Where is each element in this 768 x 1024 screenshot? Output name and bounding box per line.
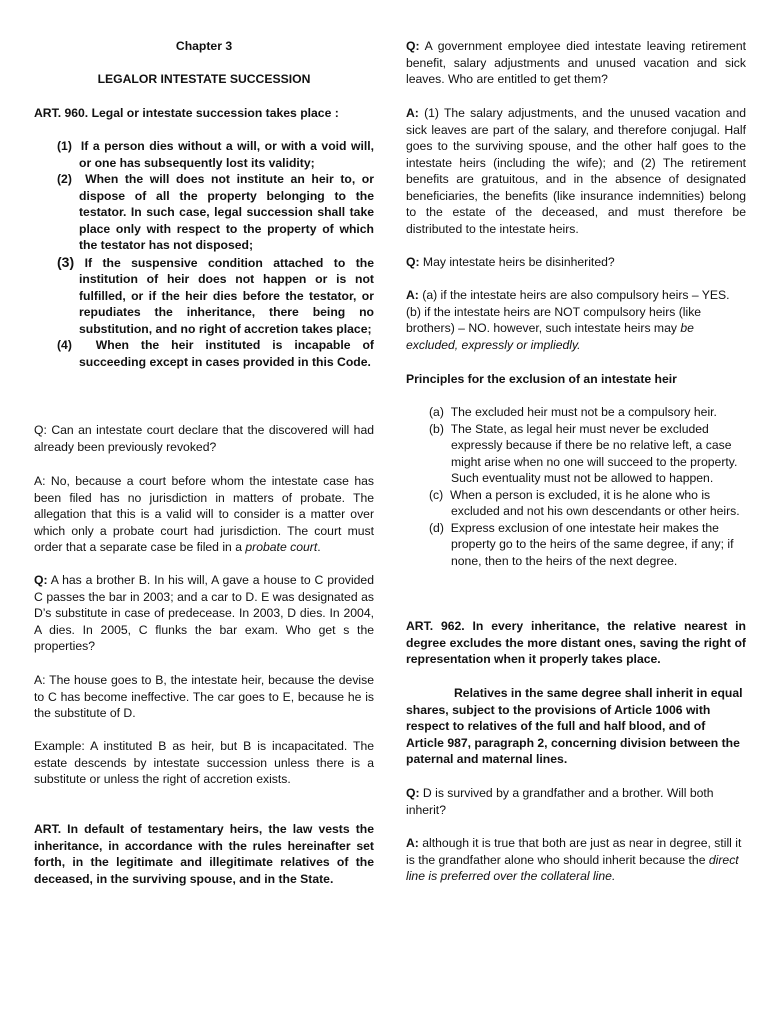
example: Example: A instituted B as heir, but B is incapacitated. The estate descends by intestate succession unless there is a substitute or unless the right of accretion exists. — [34, 739, 374, 786]
principle-item: (d) Express exclusion of one intestate heir makes the property go to the heirs of the same degree, if any; if none, then to the heirs of the next degree. — [429, 520, 734, 568]
chapter-title: LEGALOR INTESTATE SUCCESSION — [97, 72, 311, 86]
art960-item: (4) When the heir instituted is incapable of succeeding except in cases provided in this Code. — [57, 338, 374, 369]
chapter-label: Chapter 3 — [175, 39, 233, 53]
principle-item: (c) When a person is excluded, it is he alone who is excluded and not his own descendants or other heirs. — [429, 487, 740, 518]
question-4: Q: May intestate heirs be disinherited? — [406, 255, 615, 269]
principle-item: (b) The State, as legal heir must never be excluded expressly because if there be no relative left, a case might arise when no one will succeed to the property. Such eventuality must not be allowed to happen. — [429, 421, 738, 485]
question-3: Q: A government employee died intestate leaving retirement benefit, salary adjustments and unused vacation and sick leaves. Who are entitled to get them? — [406, 39, 746, 86]
question-2: Q: A has a brother B. In his will, A gave a house to C provided C passes the bar in 2003; and a car to D. E was designated as D’s substitute in case of predecease. In 2003, D dies. In 2004, A dies. In 2005, C flunks the bar exam. Who get s the properties? — [34, 573, 374, 653]
answer-1: A: No, because a court before whom the intestate case has been filed has no jurisdiction in matters of probate. The allegation that this is a valid will to consider is a matter over which only a probate court had jurisdiction. The court must order that a separate case be filed in a probate court. — [34, 474, 374, 554]
art960-item: (2) When the will does not institute an heir to, or dispose of all the property belonging to the testator. In such case, legal succession shall take place only with respect to the property of which the testator has not disposed; — [57, 172, 374, 252]
principles-heading: Principles for the exclusion of an intestate heir — [406, 372, 677, 386]
question-1: Q: Can an intestate court declare that the discovered will had already been previously revoked? — [34, 423, 374, 454]
art960-item: (3) If the suspensive condition attached to the institution of heir does not happen or is not fulfilled, or if the heir dies before the testator, or repudiates the inheritance, there being no substitution, and no right of accretion takes place; — [57, 253, 374, 336]
art960-heading: ART. 960. Legal or intestate succession takes place : — [34, 106, 339, 120]
art962-paragraph: ART. 962. In every inheritance, the relative nearest in degree excludes the more distant ones, saving the right of representation when it properly takes place. — [406, 619, 746, 666]
art960-item: (1) If a person dies without a will, or with a void will, or one has subsequently lost its validity; — [57, 139, 374, 170]
question-5: Q: D is survived by a grandfather and a brother. Will both inherit? — [406, 786, 714, 817]
art960-list — [34, 138, 374, 370]
answer-2: A: The house goes to B, the intestate heir, because the devise to C has become ineffective. The car goes to E, because he is the substitute of D. — [34, 673, 374, 720]
answer-5: A: although it is true that both are just as near in degree, still it is the grandfather alone who should inherit because the direct line is preferred over the collateral line. — [406, 836, 742, 883]
principle-item: (a) The excluded heir must not be a compulsory heir. — [429, 405, 717, 419]
answer-4: A: (a) if the intestate heirs are also compulsory heirs – YES. (b) if the intestate heirs are NOT compulsory heirs (like brothers) – NO. however, such intestate heirs may be excluded, expressly or impliedly. — [406, 288, 730, 352]
principles-list — [406, 404, 746, 569]
art961-paragraph: ART. In default of testamentary heirs, the law vests the inheritance, in accordance with the rules hereinafter set forth, in the legitimate and illegitimate relatives of the deceased, in the surviving spouse, and in the State. — [34, 822, 374, 886]
art962-paragraph-2: Relatives in the same degree shall inherit in equal shares, subject to the provisions of Article 1006 with respect to relatives of the full and half blood, and of Article 987, paragraph 2, concerning division between the paternal and maternal lines. — [406, 686, 743, 766]
answer-3: A: (1) The salary adjustments, and the unused vacation and sick leaves are part of the salary, and therefore conjugal. Half goes to the surviving spouse, and the other half goes to the intestate heirs (including the wife); and (2) The retirement benefits are gratuitous, and in the absence of designated beneficiaries, the benefits (like insurance indemnities) belong to the estate of the deceased, and must therefore be distributed to the intestate heirs. — [406, 106, 746, 236]
